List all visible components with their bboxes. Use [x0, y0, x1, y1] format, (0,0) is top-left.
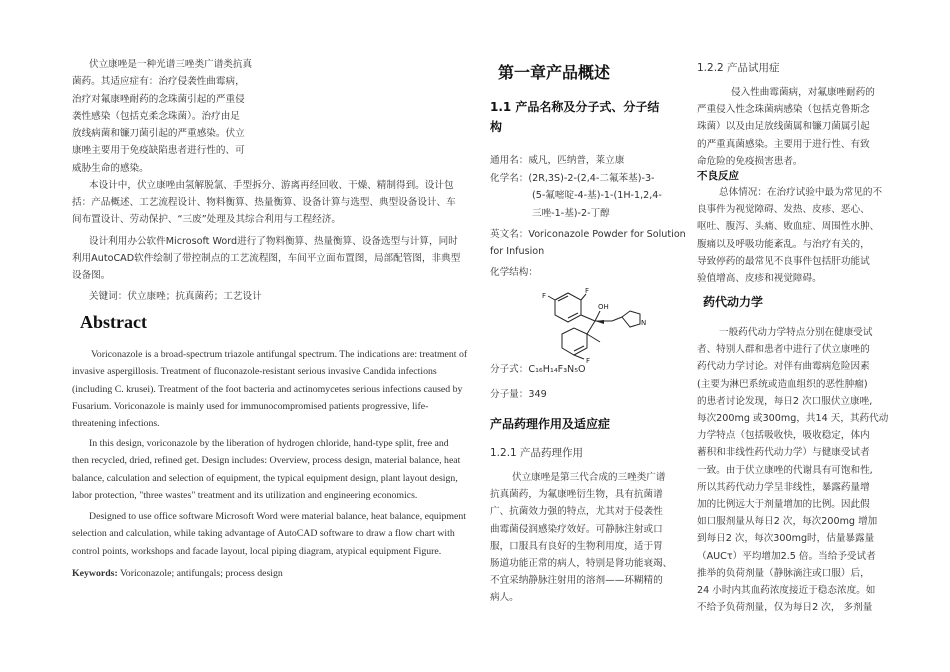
text-line: 总体情况：在治疗试验中最为常见的不: [719, 187, 883, 198]
text-line: 推举的负荷剂量（静脉滴注或口服）后，: [697, 567, 870, 579]
text-line: 药代动力学讨论。对伴有曲霉病危险因素: [697, 361, 870, 373]
chemical-name: [490, 170, 662, 222]
text-line: 菌药。其适应症有：治疗侵袭性曲霉病，: [72, 76, 245, 88]
text-line: 病人。: [490, 592, 519, 604]
cn-design-paragraph: [72, 178, 456, 228]
english-name: [490, 226, 686, 261]
section-1-2-1-heading: 1.2.1 产品药理作用: [490, 447, 584, 459]
text-line: 每次200mg 或300mg，共14 天，其药代动: [697, 413, 889, 425]
text-line: 验值增高、皮疹和视觉障碍。: [697, 273, 822, 285]
text-line: for Infusion: [490, 246, 545, 258]
text-line: 化学名：(2R,3S)-2-(2,4-二氟苯基)-3-: [490, 173, 655, 184]
keywords-label: Keywords:: [72, 568, 118, 579]
text-line: (including C. krusei). Treatment of the foot bacteria and actinomycetes serious infections caused by: [72, 383, 463, 395]
text-line: 命危险的免疫损害患者。: [697, 155, 803, 167]
text-line: 抗真菌药，为氟康唑衍生物，具有抗菌谱: [490, 489, 663, 501]
indication-paragraph: [697, 84, 875, 170]
text-line: 放线病菌和镰刀菌引起的严重感染。伏立: [72, 128, 245, 140]
molecular-formula: 分子式：C₁₆H₁₄F₃N₅O: [490, 364, 586, 375]
text-line: 袭性感染（包括克柔念珠菌）。治疗由足: [72, 110, 240, 122]
abstract-heading: Abstract: [80, 312, 147, 332]
structure-label: 化学结构：: [490, 267, 538, 278]
text-line: 严重侵入性念珠菌病感染（包括克鲁斯念: [697, 104, 870, 116]
text-line: 威胁生命的感染。: [72, 162, 149, 174]
mol-label-oh: OH: [598, 303, 609, 311]
text-line: 腹痛以及呼吸功能紊乱。与治疗有关的，: [697, 238, 870, 250]
text-line: [490, 226, 686, 243]
text-line: 导致停药的最常见不良事件包括肝功能试: [697, 255, 870, 267]
text-line: 的患者讨论发现，每日2 次口服伏立康唑,: [697, 395, 873, 407]
text-line: (主要为淋巴系统或造血组织的恶性肿瘤): [697, 378, 868, 390]
heading-line: 构: [490, 120, 503, 134]
pharmacokinetics-paragraph: [697, 324, 889, 616]
text-line: 本设计中，伏立康唑由氢解脱氯、手型拆分、游离再经回收、干燥、精制得到。设计包: [89, 180, 454, 191]
mol-label-f: F: [542, 292, 547, 300]
text-line: Fusarium. Voriconazole is mainly used for immunocompromised patients progressive, life-: [72, 400, 429, 412]
cn-software-paragraph: [72, 234, 461, 284]
text-line: 呕吐、腹泻、头痛、败血症、周围性水肿、: [697, 221, 880, 233]
text-line: control points, workshops and facade layout, local piping diagram, atypical equipment Figure.: [72, 545, 442, 557]
mol-label-f: F: [585, 287, 590, 295]
text-line: 力学特点（包括吸收快，吸收稳定，体内: [697, 430, 870, 442]
text-line: 蓄积和非线性药代动力学）与健康受试者: [697, 447, 870, 459]
text-line: 设计利用办公软件Microsoft Word进行了物料衡算、热量衡算、设备选型与计算，同时: [89, 236, 458, 247]
english-name-line-1: 英文名：Voriconazole Powder for Solution: [490, 229, 686, 240]
section-1-2-2-heading: 1.2.2 产品试用症: [697, 62, 780, 74]
pharmacokinetics-heading: 药代动力学: [703, 295, 764, 309]
en-abstract-paragraph-1: [72, 346, 468, 432]
text-line: 24 小时内其血药浓度接近于稳态浓度。如: [697, 585, 876, 597]
text-line: 一般药代动力学特点分别在健康受试: [719, 327, 873, 338]
molecular-weight: 分子量：349: [490, 389, 547, 400]
text-line: 广、抗菌效力强的特点，尤其对于侵袭性: [490, 506, 663, 518]
text-line: invasive aspergillosis. Treatment of fluconazole-resistant serious invasive Candida infections: [72, 366, 437, 378]
text-line: 伏立康唑是第三代合成的三唑类广谱: [512, 472, 666, 483]
text-line: 到每日2 次，每次300mg时，估量暴露量: [697, 533, 875, 545]
text-line: (5-氟嘧啶-4-基)-1-(1H-1,2,4-: [532, 190, 662, 202]
text-line: 间布置设计、劳动保护、“三废”处理及其综合利用与工程经济。: [72, 213, 341, 225]
adverse-reactions-paragraph: [697, 184, 883, 287]
text-line: 一致。由于伏立康唑的代谢具有可饱和性,: [697, 464, 873, 476]
pharmacology-paragraph: [490, 469, 673, 607]
text-line: In this design, voriconazole by the liberation of hydrogen chloride, hand-type split, free and: [89, 438, 449, 449]
text-line: 括：产品概述、工艺流程设计、物料衡算、热量衡算、设备计算与选型、典型设备设计、车: [72, 196, 456, 208]
molecular-structure-diagram: [540, 284, 665, 364]
text-line: 治疗对氟康唑耐药的念珠菌引起的严重侵: [72, 93, 245, 105]
text-line: 所以其药代动力学呈非线性，暴露药量增: [697, 481, 870, 493]
text-line: Designed to use office software Microsoft Word were material balance, heat balance, equipment: [89, 511, 466, 522]
text-line: 三唑-1-基)-2-丁醇: [532, 207, 610, 219]
text-line: 服，口服具有良好的生物利用度，适于胃: [490, 540, 663, 552]
text-line: 伏立康唑是一种光谱三唑类广谱类抗真: [89, 59, 253, 70]
section-1-1-heading: [490, 97, 659, 137]
text-line: 设备图。: [72, 269, 111, 281]
text-line: 良事件为视觉障碍、发热、皮疹、恶心、: [697, 204, 870, 216]
mol-label-f: F: [586, 357, 591, 364]
text-line: 肠道功能正常的病人，特别是肾功能衰竭、: [490, 558, 673, 570]
text-line: 者、特别人群和患者中进行了伏立康唑的: [697, 344, 870, 356]
text-line: labor protection, "three wastes" treatment and its utilization and engineering economics.: [72, 489, 418, 501]
mol-label-n: N: [641, 319, 647, 327]
heading-line: 1.1 产品名称及分子式、分子结: [490, 100, 660, 114]
text-line: 康唑主要用于免疫缺陷患者进行性的、可: [72, 145, 245, 157]
text-line: Voriconazole is a broad-spectrum triazole antifungal spectrum. The indications are: treatment of: [91, 349, 468, 360]
text-line: 利用AutoCAD软件绘制了带控制点的工艺流程图，车间平立面布置图，局部配管图，非典型: [72, 252, 461, 264]
en-keywords: [72, 565, 283, 582]
text-line: 的严重真菌感染。主要用于进行性、有致: [697, 138, 870, 150]
text-line: 不给予负荷剂量，仅为每日2 次， 多剂量: [697, 602, 873, 614]
text-line: （AUCτ）平均增加2.5 倍。当给予受试者: [697, 550, 876, 562]
text-line: selection and calculation, while taking advantage of AutoCAD software to draw a flow chart with: [72, 528, 455, 540]
cn-keywords: 关键词：伏立康唑；抗真菌药；工艺设计: [89, 291, 262, 302]
keywords-text: Voriconazole; antifungals; process design: [117, 568, 283, 579]
text-line: 如口服剂量从每日2 次，每次200mg 增加: [697, 516, 878, 528]
en-abstract-paragraph-3: [72, 508, 466, 560]
text-line: 曲霉菌侵润感染疗效好。可静脉注射或口: [490, 523, 663, 535]
text-line: 不宜采纳静脉注射用的溶剂——环糊精的: [490, 575, 663, 587]
pharmacology-heading: 产品药理作用及适应症: [490, 417, 611, 431]
text-line: balance, calculation and selection of equipment, the typical equipment design, plant layout design,: [72, 472, 458, 484]
text-line: 加的比例远大于剂量增加的比例。因此假: [697, 499, 870, 511]
cn-abstract-paragraph: [72, 56, 253, 177]
text-line: then recycled, dried, refined get. Design includes: Overview, process design, material balance, heat: [72, 455, 461, 467]
text-line: threatening infections.: [72, 418, 160, 430]
en-abstract-paragraph-2: [72, 435, 461, 504]
text-line: 珠菌）以及由足放线菌属和镰刀菌属引起: [697, 121, 870, 133]
chapter-title: 第一章产品概述: [498, 63, 611, 82]
adverse-reactions-heading: 不良反应: [697, 170, 739, 182]
text-line: 侵入性曲霉菌病，对氟康唑耐药的: [731, 87, 875, 98]
common-name: 通用名：威凡，匹纳普，莱立康: [490, 155, 625, 166]
